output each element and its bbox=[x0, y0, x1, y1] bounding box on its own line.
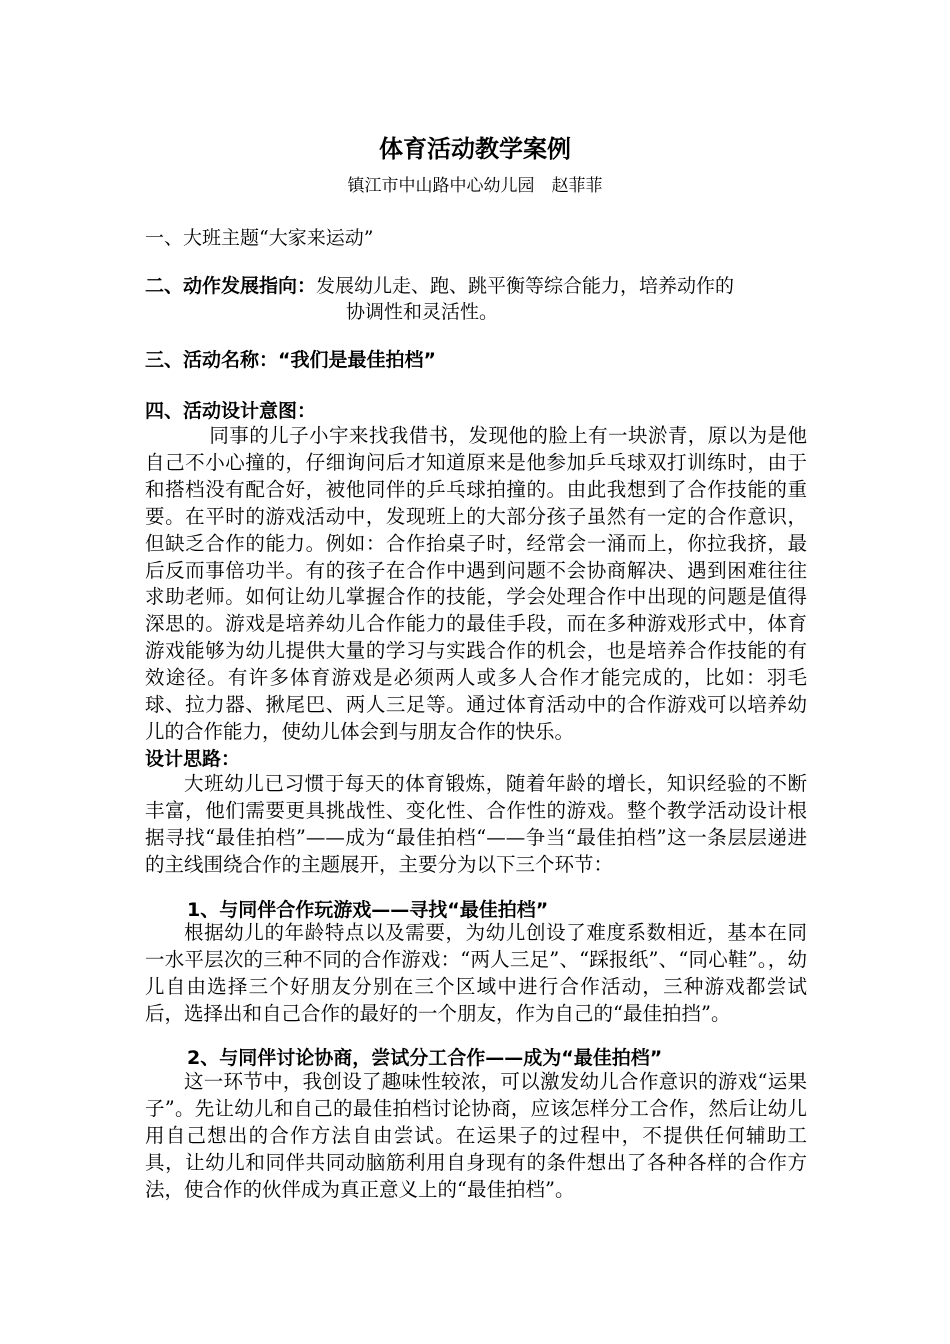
step-1-paragraph: 根据幼儿的年龄特点以及需要，为幼儿创设了难度系数相近，基本在同一水平层次的三种不同的合作游戏：“两人三足”、“踩报纸”、“同心鞋”。，幼儿自由选择三个好朋友分别在三个区域中进行合作活动，三种游戏都尝试后，选择出和自己合作的最好的一个朋友，作为自己的“最佳拍挡”。 bbox=[145, 921, 807, 1025]
design-paragraph: 大班幼儿已习惯于每天的体育锻炼，随着年龄的增长，知识经验的不断丰富，他们需要更具挑战性、变化性、合作性的游戏。整个教学活动设计根据寻找“最佳拍档”——成为“最佳拍档“——争当“最佳拍档”这一条层层递进的主线围绕合作的主题展开，主要分为以下三个环节： bbox=[145, 772, 807, 876]
section-1-heading: 一、大班主题“大家来运动” bbox=[145, 227, 374, 249]
author-line: 镇江市中山路中心幼儿园 赵菲菲 bbox=[347, 176, 603, 196]
section-2-label: 二、动作发展指向： bbox=[145, 275, 317, 297]
section-4-heading: 四、活动设计意图： bbox=[145, 400, 317, 422]
section-3-heading: 三、活动名称：“我们是最佳拍档” bbox=[145, 349, 436, 371]
section-2-heading bbox=[145, 272, 734, 300]
design-label: 设计思路： bbox=[145, 748, 241, 770]
step-2-heading: 2、与同伴讨论协商，尝试分工合作——成为“最佳拍档” bbox=[187, 1047, 663, 1069]
document-title: 体育活动教学案例 bbox=[379, 135, 571, 163]
intent-paragraph: 同事的儿子小宇来找我借书，发现他的脸上有一块淤青，原以为是他自己不小心撞的，仔细询问后才知道原来是他参加乒乓球双打训练时，由于和搭档没有配合好，被他同伴的乒乓球拍撞的。由此我想到了合作技能的重要。在平时的游戏活动中，发现班上的大部分孩子虽然有一定的合作意识，但缺乏合作的能力。例如：合作抬桌子时，经常会一涌而上，你拉我挤，最后反而事倍功半。有的孩子在合作中遇到问题不会协商解决、遇到困难往往求助老师。如何让幼儿掌握合作的技能，学会处理合作中出现的问题是值得深思的。游戏是培养幼儿合作能力的最佳手段，而在多种游戏形式中，体育游戏能够为幼儿提供大量的学习与实践合作的机会，也是培养合作技能的有效途径。有许多体育游戏是必须两人或多人合作才能完成的，比如：羽毛球、拉力器、揪尾巴、两人三足等。通过体育活动中的合作游戏可以培养幼儿的合作能力，使幼儿体会到与朋友合作的快乐。 bbox=[145, 424, 807, 743]
section-2-text-a: 发展幼儿走、跑、跳平衡等综合能力，培养动作的 bbox=[316, 275, 735, 297]
step-2-paragraph: 这一环节中，我创设了趣味性较浓，可以激发幼儿合作意识的游戏“运果子”。先让幼儿和自己的最佳拍档讨论协商，应该怎样分工合作，然后让幼儿用自己想出的合作方法自由尝试。在运果子的过程中，不提供任何辅助工具，让幼儿和同伴共同动脑筋利用自身现有的条件想出了各种各样的合作方法，使合作的伙伴成为真正意义上的“最佳拍档”。 bbox=[145, 1070, 807, 1201]
step-1-heading: 1、与同伴合作玩游戏——寻找“最佳拍档” bbox=[187, 899, 549, 921]
section-2-text-b: 协调性和灵活性。 bbox=[346, 301, 499, 323]
